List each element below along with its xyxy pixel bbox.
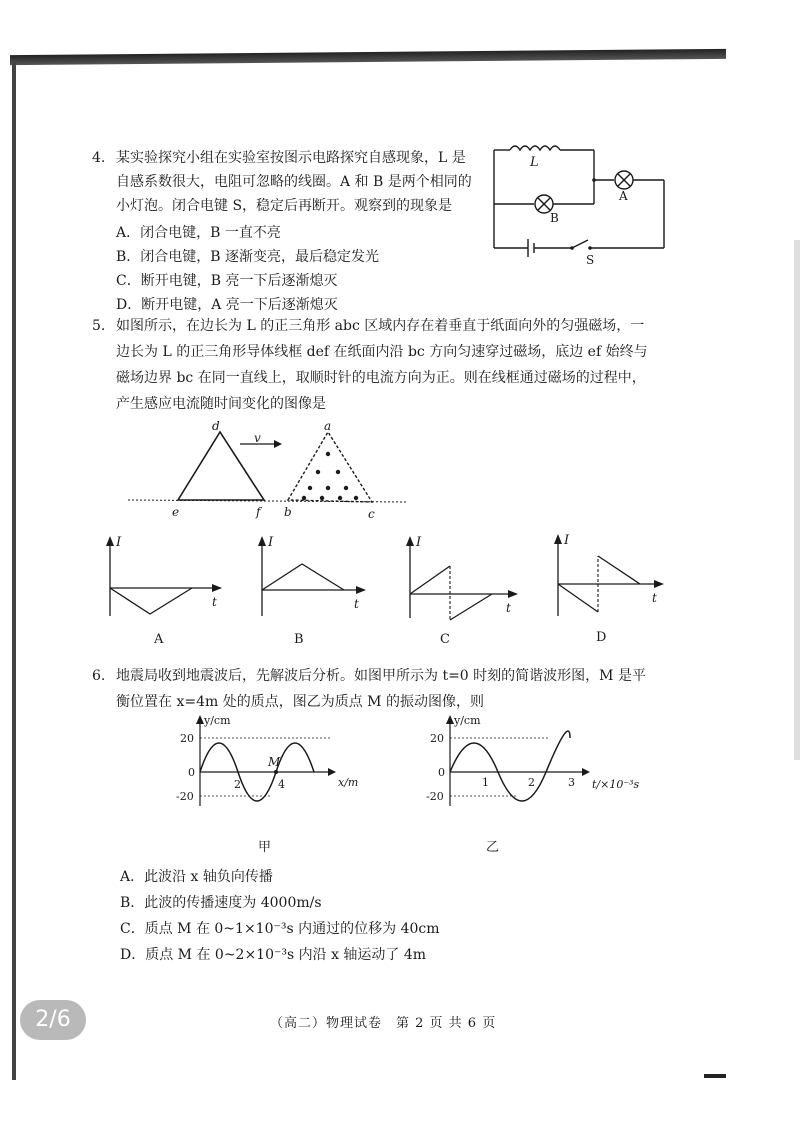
scan-scrollbar[interactable] [794, 240, 800, 760]
x-axis-label: t/×10⁻³s [592, 778, 640, 791]
caption-yi: 乙 [486, 840, 500, 855]
label-a: A [619, 189, 628, 203]
label-l: L [530, 155, 539, 170]
x-axis-label: x/m [338, 776, 359, 789]
label-e: e [172, 505, 180, 519]
graph-label-b: B [294, 632, 304, 647]
question-text-line: 产生感应电流随时间变化的图像是 [116, 396, 326, 412]
switch-s [572, 240, 588, 248]
field-region-abc [288, 432, 372, 502]
tick-y-neg20: -20 [176, 790, 194, 803]
label-b: B [550, 211, 559, 225]
wave-graph-jia [170, 712, 370, 810]
page-footer: （高二）物理试卷 第 2 页 共 6 页 [270, 1016, 497, 1031]
wave-graph-yi [420, 712, 660, 810]
option-a: A．此波沿 x 轴负向传播 [120, 869, 273, 885]
tick-x-4: 4 [278, 778, 285, 791]
inductor-coil [510, 146, 560, 150]
axis-i: I [416, 535, 422, 550]
label-f: f [256, 505, 261, 519]
scan-edge-bottom-right [704, 1074, 726, 1078]
option-b: B．闭合电键，B 逐渐变亮，最后稳定发光 [116, 249, 380, 265]
label-m: M [268, 755, 281, 769]
label-c: c [368, 507, 375, 521]
tick-y-20: 20 [430, 732, 444, 745]
question-text-line: 衡位置在 x=4m 处的质点，图乙为质点 M 的振动图像，则 [116, 694, 484, 710]
question-number: 5. [92, 318, 106, 334]
question-number: 6. [92, 668, 106, 684]
axis-t: t [506, 601, 511, 615]
tick-x-2: 2 [528, 776, 535, 789]
caption-jia: 甲 [258, 840, 272, 855]
graph-label-a: A [154, 632, 164, 647]
tick-y-20: 20 [180, 732, 194, 745]
answer-graph-d [542, 532, 682, 624]
option-a: A．闭合电键，B 一直不亮 [116, 225, 281, 241]
option-b: B．此波的传播速度为 4000m/s [120, 895, 322, 911]
option-c: C．断开电键，B 亮一下后逐渐熄灭 [116, 273, 338, 289]
scan-edge-top [10, 49, 726, 65]
question-text-line: 地震局收到地震波后，先解波后分析。如图甲所示为 t=0 时刻的简谐波形图，M 是平 [116, 668, 646, 684]
tick-y-neg20: -20 [426, 790, 444, 803]
axis-t: t [212, 595, 217, 609]
option-d: D．质点 M 在 0~2×10⁻³s 内沿 x 轴运动了 4m [120, 947, 427, 963]
point-m [274, 770, 278, 774]
axis-i: I [564, 533, 570, 548]
tick-y-0: 0 [188, 766, 195, 779]
label-b: b [284, 505, 292, 519]
label-d: d [212, 419, 220, 433]
question-text-line: 如图所示，在边长为 L 的正三角形 abc 区域内存在着垂直于纸面向外的匀强磁场，一 [116, 318, 645, 334]
label-s: S [586, 253, 595, 264]
scan-edge-left [12, 60, 16, 1080]
vibration-curve [450, 731, 570, 801]
tick-x-2: 2 [234, 778, 241, 791]
question-text-line: 某实验探究小组在实验室按图示电路探究自感现象，L 是 [116, 150, 466, 166]
tick-y-0: 0 [438, 766, 445, 779]
tick-x-3: 3 [568, 776, 575, 789]
axis-t: t [652, 591, 657, 605]
question-text-line: 小灯泡。闭合电键 S，稳定后再断开。观察到的现象是 [116, 198, 453, 214]
graph-label-d: D [596, 630, 607, 645]
page-indicator[interactable]: 2/6 [20, 1000, 86, 1040]
label-v: v [254, 431, 261, 445]
question-text-line: 磁场边界 bc 在同一直线上，取顺时针的电流方向为正。则在线框通过磁场的过程中， [116, 370, 646, 386]
question-text-line: 自感系数很大，电阻可忽略的线圈。A 和 B 是两个相同的 [116, 174, 472, 190]
axis-i: I [268, 535, 274, 550]
question-text-line: 边长为 L 的正三角形导体线框 def 在纸面内沿 bc 方向匀速穿过磁场，底边 ef 始终与 [116, 344, 648, 360]
circuit-diagram [490, 136, 680, 264]
option-c: C．质点 M 在 0~1×10⁻³s 内通过的位移为 40cm [120, 921, 440, 937]
answer-graph-c [394, 534, 534, 626]
answer-graph-a [94, 534, 234, 624]
tick-x-1: 1 [482, 776, 489, 789]
y-axis-label: y/cm [454, 714, 481, 727]
question-number: 4. [92, 150, 106, 166]
graph-label-c: C [440, 632, 450, 647]
label-a: a [324, 419, 332, 433]
triangle-figure [128, 418, 418, 524]
axis-t: t [354, 597, 359, 611]
y-axis-label: y/cm [204, 714, 231, 727]
option-d: D．断开电键，A 亮一下后逐渐熄灭 [116, 297, 338, 313]
answer-graph-b [246, 534, 386, 624]
field-dots [302, 452, 358, 500]
frame-def [178, 432, 264, 500]
axis-i: I [116, 535, 122, 550]
